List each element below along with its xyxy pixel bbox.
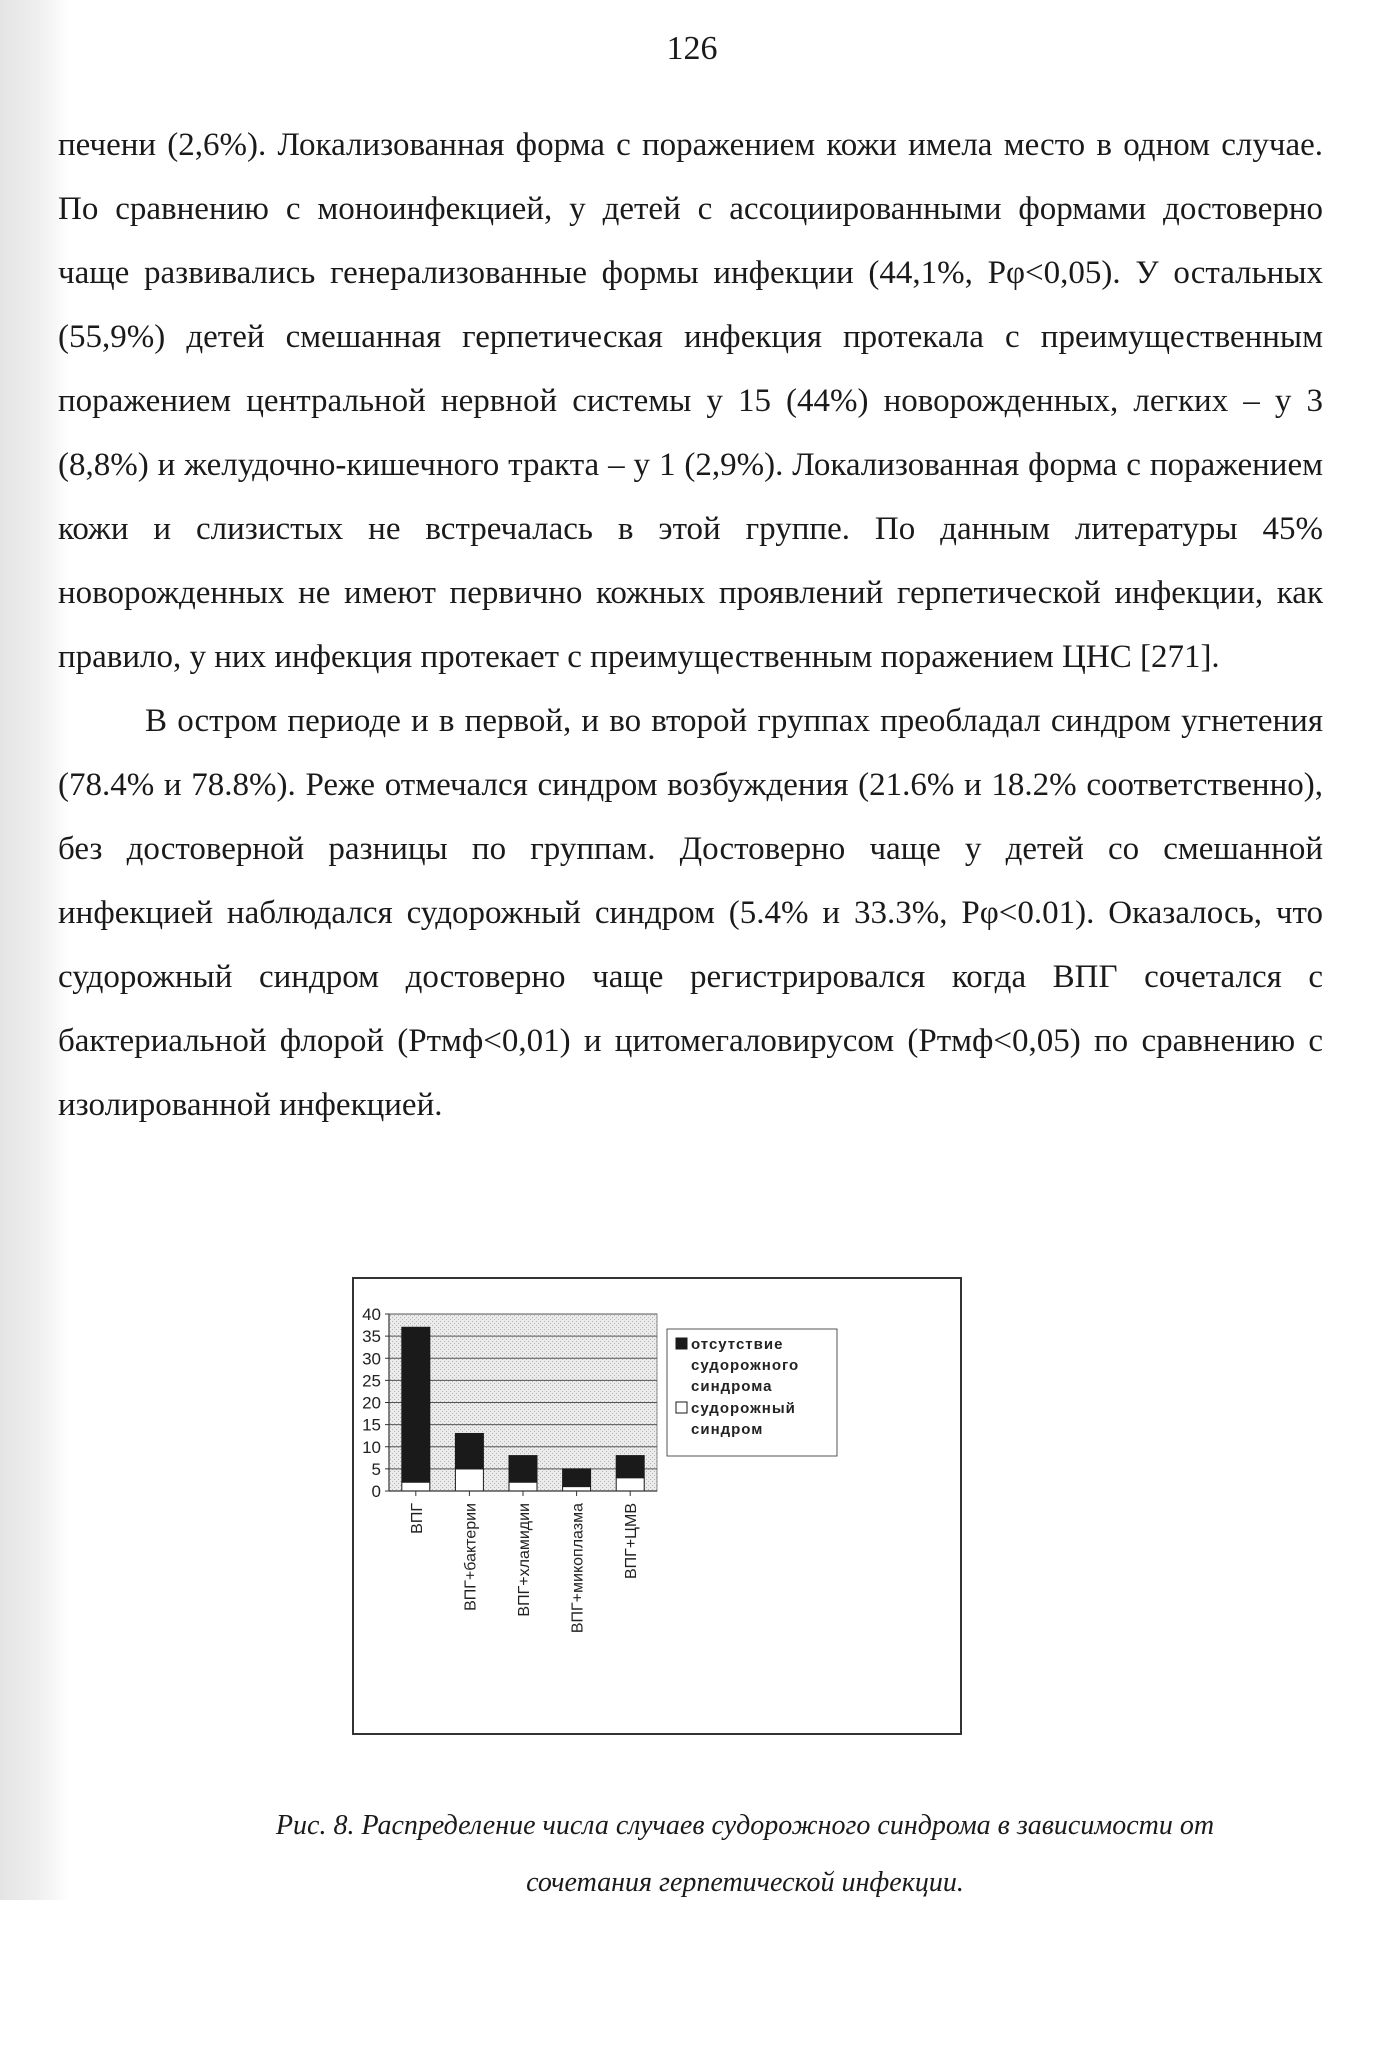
bar-segment-no-seizure [455, 1433, 483, 1468]
legend [667, 1329, 837, 1456]
y-tick-label: 30 [362, 1349, 381, 1369]
page-number: 126 [666, 30, 718, 67]
legend-label: синдром [691, 1421, 764, 1438]
figure-caption [110, 1797, 1380, 1911]
x-tick-label: ВПГ+ЦМВ [623, 1503, 641, 1580]
bar-segment-seizure [402, 1482, 430, 1491]
bar-segment-no-seizure [402, 1327, 430, 1482]
legend-label: отсутствие [691, 1336, 784, 1353]
paragraph-2: В остром периоде и в первой, и во второй группах преобладал синдром угнетения (78.4% и 78.8%). Реже отмечался синдром возбуждения (21.6% и 18.2% соответственно), без достоверной разницы по группам. Достоверно чаще у детей со смешанной инфекцией наблюдался судорожный синдром (5.4% и 33.3%, Рφ<0.01). Оказалось, что судорожный синдром достоверно чаще регистрировался когда ВПГ сочетался с бактериальной флорой (Ртмф<0,01) и цитомегаловирусом (Ртмф<0,05) по сравнению с изолированной инфекцией. [58, 703, 1323, 1123]
caption-line-1: Рис. 8. Распределение числа случаев судорожного синдрома в зависимости от [275, 1810, 1215, 1841]
body-text [58, 113, 1323, 1137]
y-tick-label: 40 [362, 1305, 381, 1324]
paragraph-1: печени (2,6%). Локализованная форма с поражением кожи имела место в одном случае. По сравнению с моноинфекцией, у детей с ассоциированными формами достоверно чаще развивались генерализованные формы инфекции (44,1%, Рφ<0,05). У остальных (55,9%) детей смешанная герпетическая инфекция протекала с преимущественным поражением центральной нервной системы у 15 (44%) новорожденных, легких – у 3 (8,8%) и желудочно-кишечного тракта – у 1 (2,9%). Локализованная форма с поражением кожи и слизистых не встречалась в этой группе. По данным литературы 45% новорожденных не имеют первично кожных проявлений герпетической инфекции, как правило, у них инфекция протекает с преимущественным поражением ЦНС [271]. [58, 127, 1323, 675]
y-tick-label: 35 [362, 1327, 381, 1347]
bar-segment-no-seizure [563, 1469, 591, 1487]
bar-segment-no-seizure [616, 1456, 644, 1478]
x-tick-label: ВПГ+бактерии [462, 1503, 480, 1611]
caption-line-2: сочетания герпетической инфекции. [526, 1867, 964, 1898]
bar-segment-no-seizure [509, 1456, 537, 1483]
y-tick-label: 0 [371, 1482, 381, 1501]
x-tick-label: ВПГ+хламидии [516, 1503, 533, 1617]
y-tick-label: 25 [362, 1371, 381, 1391]
y-tick-label: 10 [362, 1437, 381, 1457]
legend-label: судорожного [691, 1357, 800, 1374]
bar-chart [354, 1279, 960, 1733]
x-tick-label: ВПГ [408, 1503, 426, 1534]
figure-chart [352, 1277, 962, 1735]
bar-segment-seizure [563, 1487, 591, 1491]
legend-label: синдрома [691, 1378, 773, 1395]
bar-segment-seizure [455, 1469, 483, 1491]
legend-swatch [676, 1402, 687, 1413]
bar-segment-seizure [509, 1482, 537, 1491]
y-tick-label: 15 [362, 1415, 381, 1435]
x-axis-labels [409, 1491, 640, 1633]
x-tick-label: ВПГ+микоплазма [569, 1503, 587, 1634]
legend-label: судорожный [691, 1400, 796, 1417]
bar-segment-seizure [616, 1478, 644, 1491]
legend-swatch [676, 1338, 687, 1349]
y-tick-label: 5 [371, 1459, 381, 1479]
y-tick-label: 20 [362, 1393, 381, 1413]
